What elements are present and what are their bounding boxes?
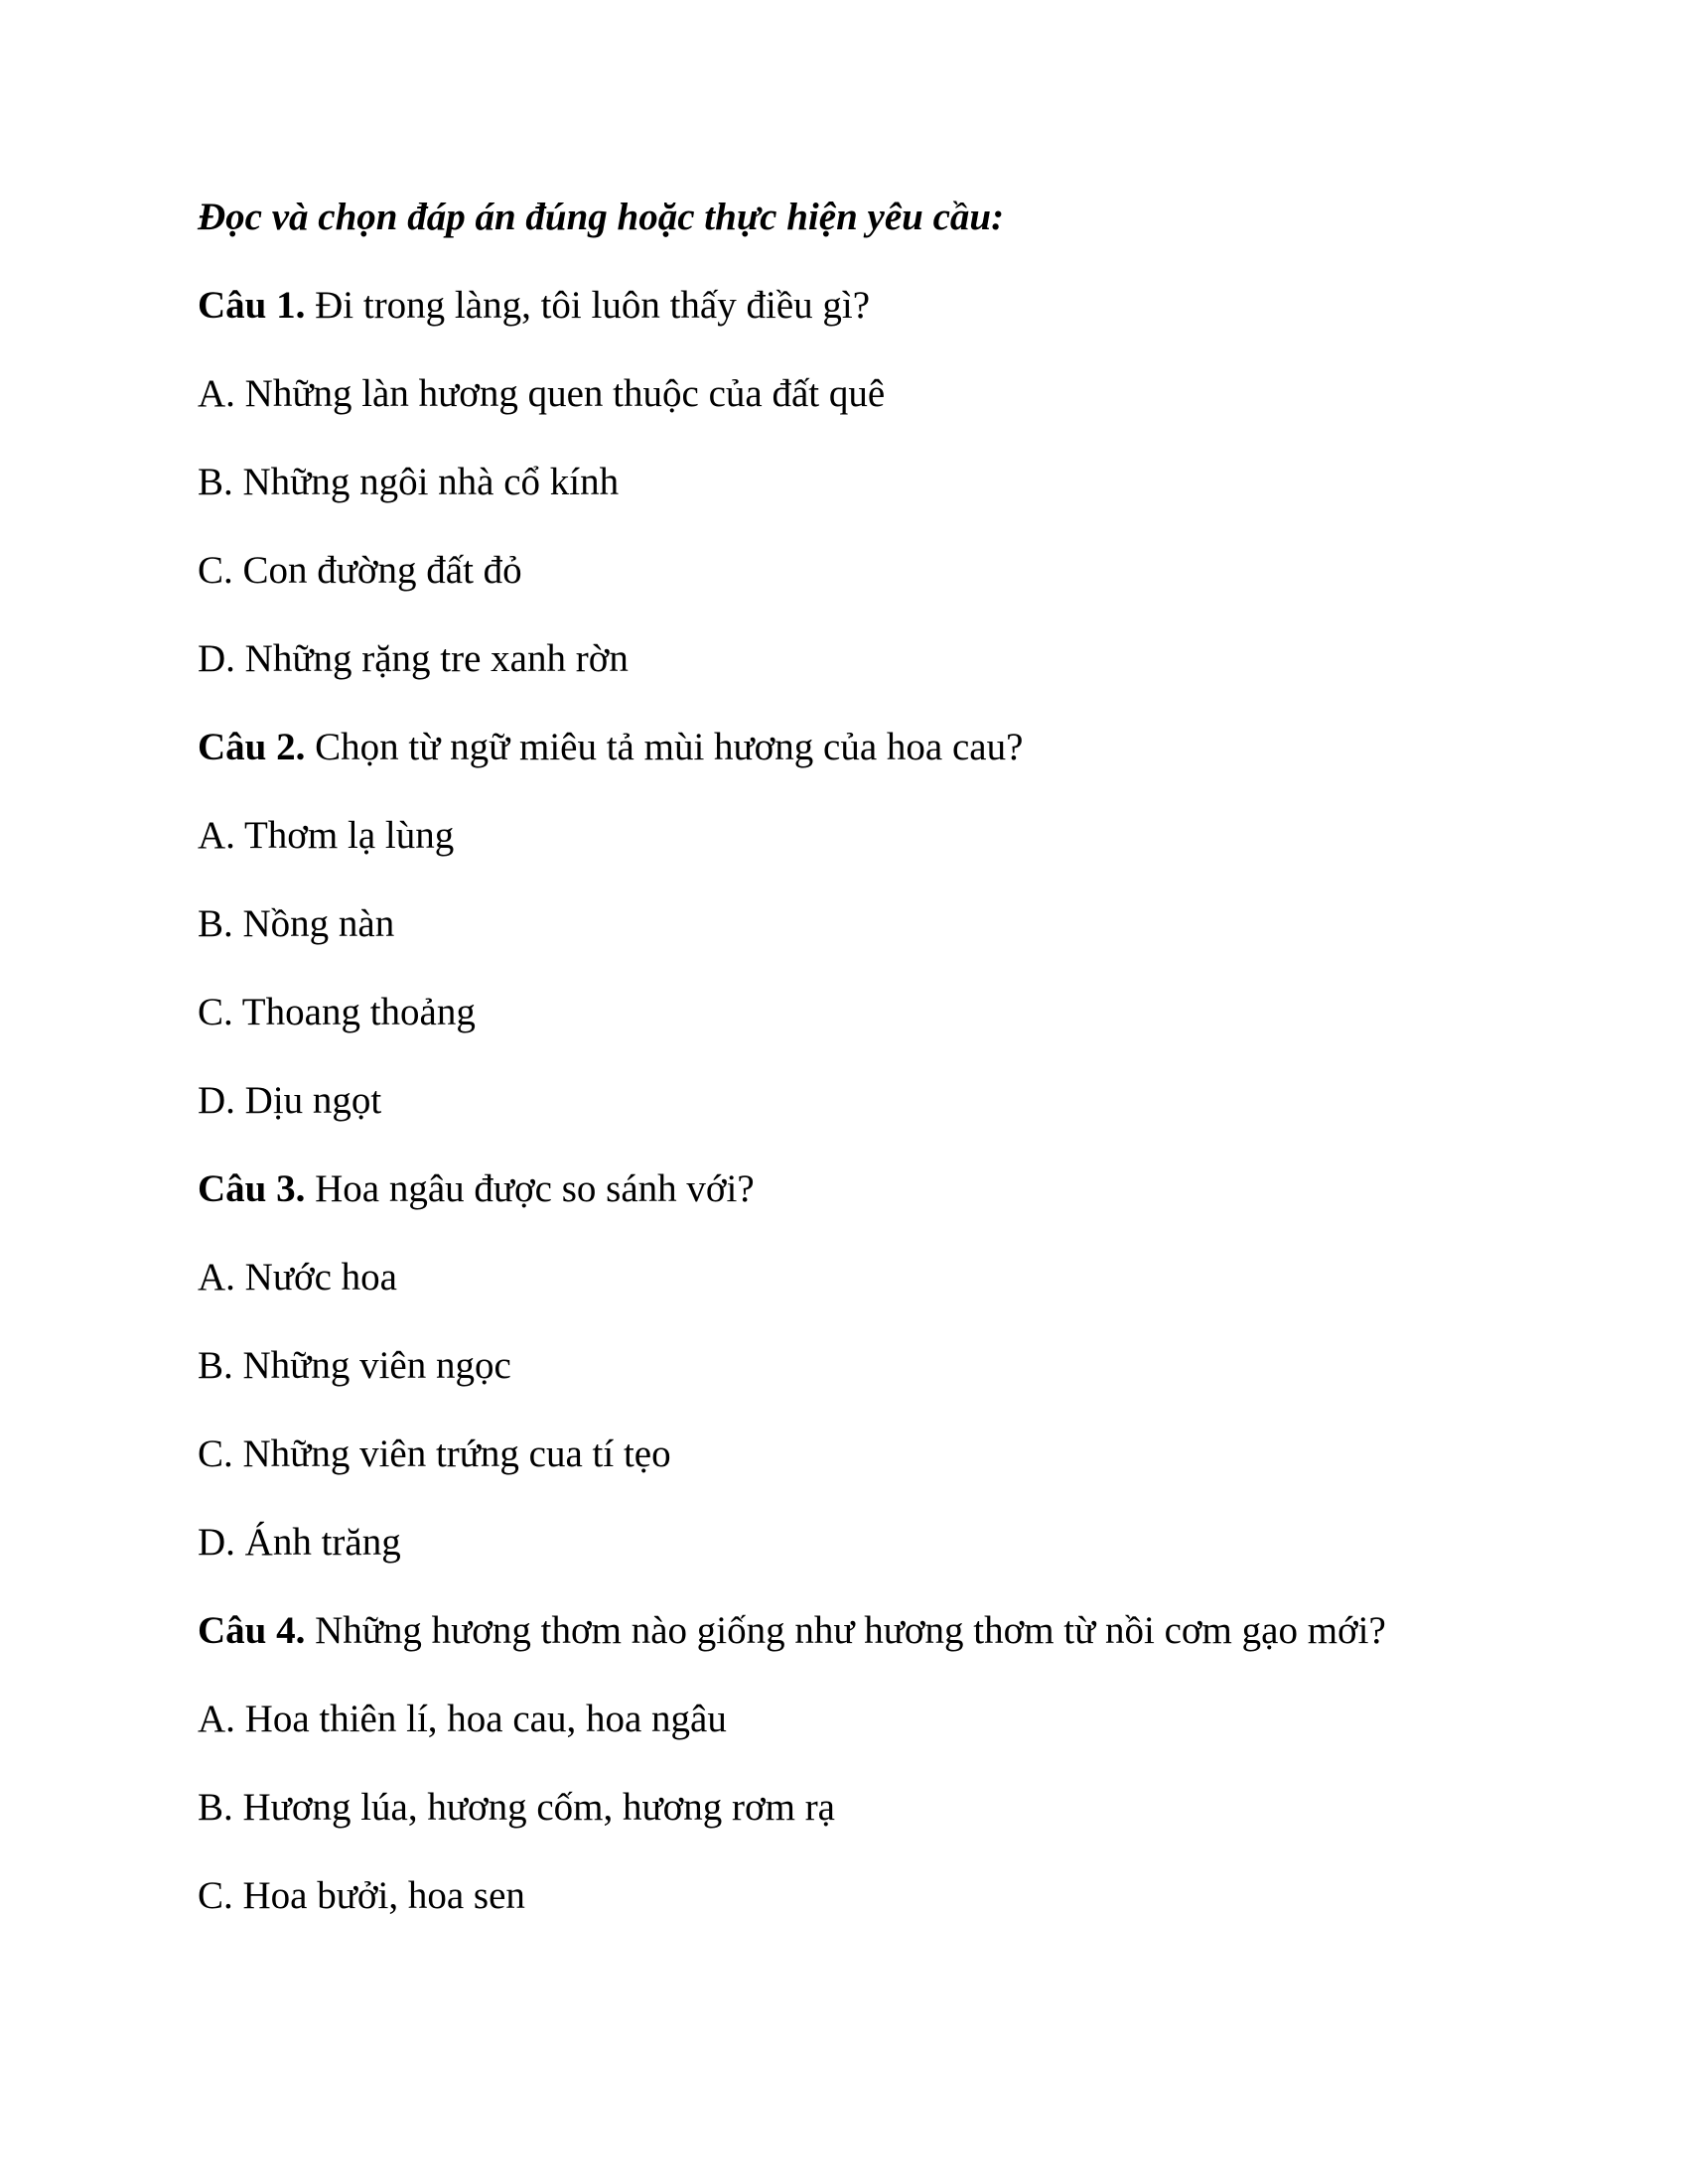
instruction-heading: Đọc và chọn đáp án đúng hoặc thực hiện yêu cầu: — [198, 196, 1005, 238]
document-page — [198, 195, 1508, 1962]
question-1-option-d: D. Những rặng tre xanh rờn — [198, 637, 629, 680]
question-1-label: Câu 1. — [198, 284, 306, 327]
question-2-option-d: D. Dịu ngọt — [198, 1079, 382, 1122]
question-1-option-a: A. Những làn hương quen thuộc của đất quê — [198, 372, 886, 415]
question-3-option-c: C. Những viên trứng cua tí tẹo — [198, 1433, 671, 1475]
question-1 — [198, 283, 1508, 329]
question-1-text: Đi trong làng, tôi luôn thấy điều gì? — [305, 284, 871, 327]
question-4-option-a: A. Hoa thiên lí, hoa cau, hoa ngâu — [198, 1698, 727, 1740]
question-4-label: Câu 4. — [198, 1609, 306, 1652]
question-4-option-c: C. Hoa bưởi, hoa sen — [198, 1874, 525, 1917]
question-1-option-c: C. Con đường đất đỏ — [198, 549, 522, 592]
question-3 — [198, 1166, 1508, 1212]
question-2-option-a: A. Thơm lạ lùng — [198, 814, 455, 857]
question-2-option-b: B. Nồng nàn — [198, 902, 395, 945]
question-4-option-b: B. Hương lúa, hương cốm, hương rơm rạ — [198, 1786, 835, 1829]
question-3-label: Câu 3. — [198, 1167, 306, 1210]
question-2 — [198, 725, 1508, 770]
question-3-text: Hoa ngâu được so sánh với? — [305, 1167, 755, 1210]
question-3-option-d: D. Ánh trăng — [198, 1521, 401, 1564]
question-1-option-b: B. Những ngôi nhà cổ kính — [198, 461, 620, 503]
question-2-option-c: C. Thoang thoảng — [198, 991, 476, 1033]
question-3-option-a: A. Nước hoa — [198, 1256, 397, 1298]
question-2-label: Câu 2. — [198, 726, 306, 768]
question-2-text: Chọn từ ngữ miêu tả mùi hương của hoa cau? — [305, 726, 1024, 768]
question-3-option-b: B. Những viên ngọc — [198, 1344, 511, 1387]
question-4-text: Những hương thơm nào giống như hương thơm từ nồi cơm gạo mới? — [305, 1609, 1386, 1652]
question-4 — [198, 1608, 1508, 1654]
